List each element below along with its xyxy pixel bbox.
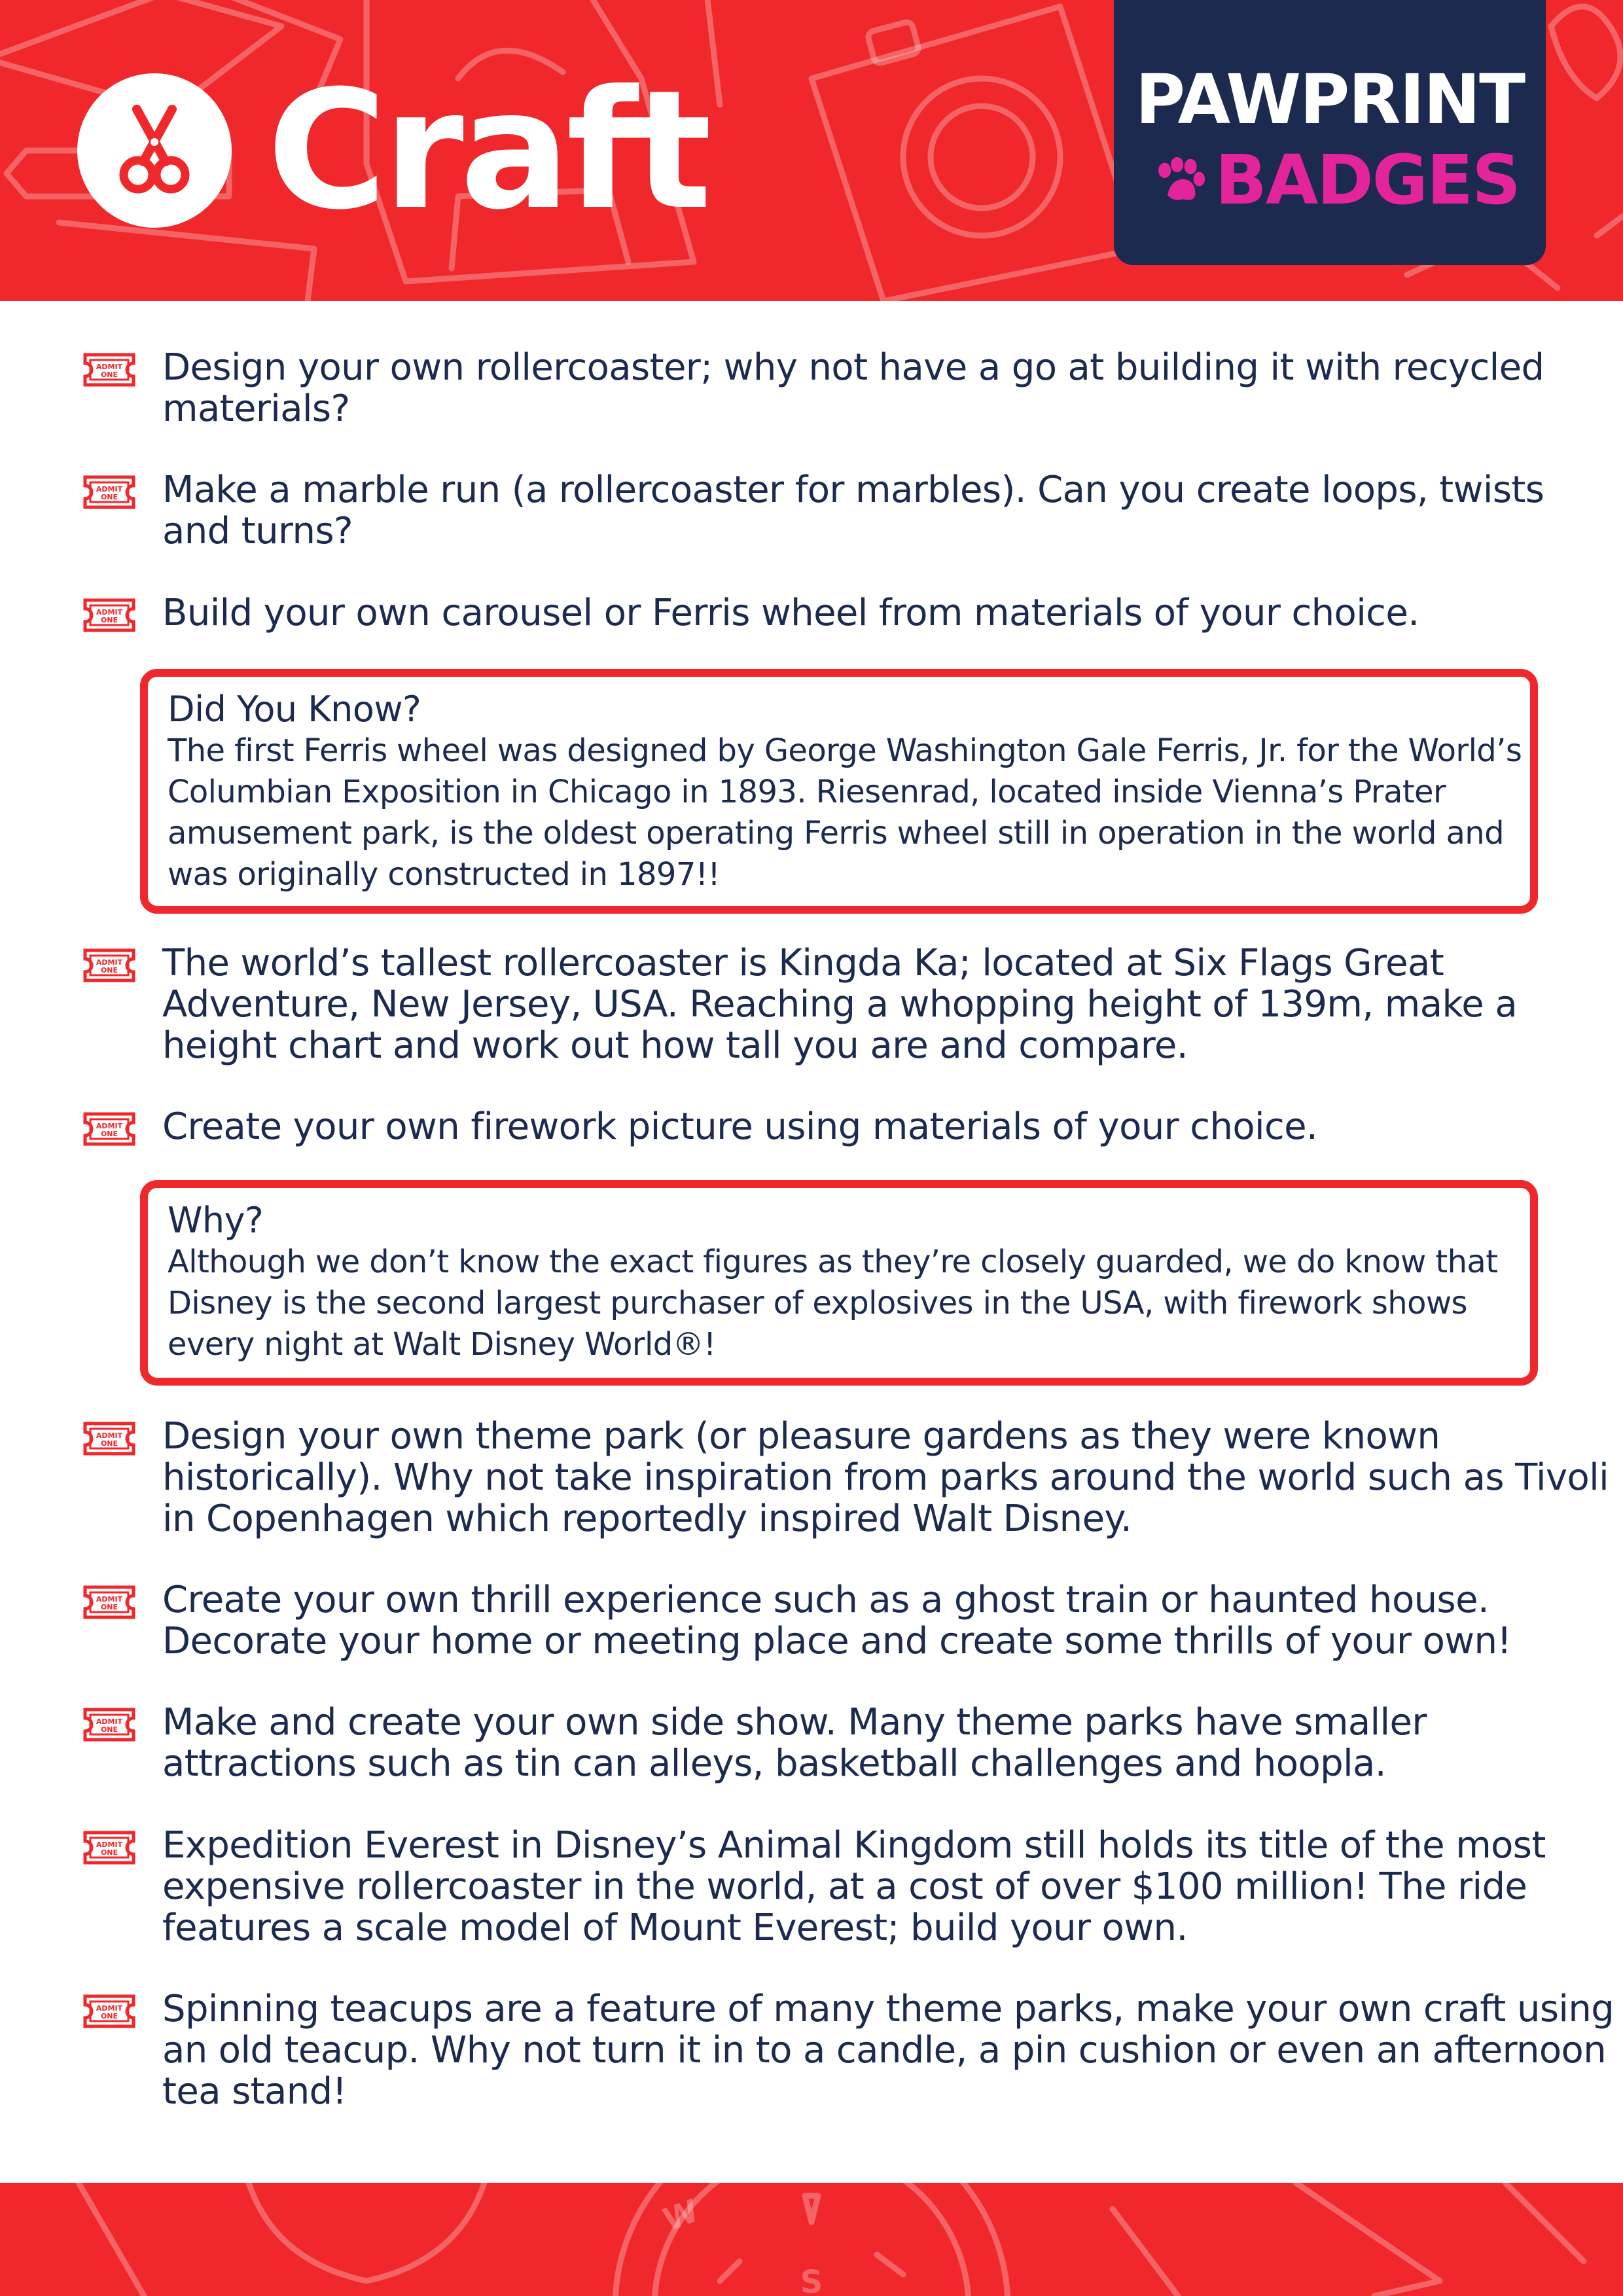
ticket-text-line-1: ADMIT (96, 1840, 123, 1849)
ticket-text-line-2: ONE (100, 2012, 118, 2020)
brand-logo (1114, 0, 1546, 265)
admit-one-ticket-icon (81, 1585, 137, 1620)
list-item (77, 1579, 1556, 1664)
scissors-icon (105, 101, 204, 200)
list-item-text: Create your own thrill experience such as a ghost train or haunted house. Decorate your home or meeting place and create some thrills of your own! (162, 1579, 1512, 1662)
ticket-text-line-1: ADMIT (96, 363, 123, 371)
info-box-title: Why? (168, 1200, 264, 1241)
list-item-text: Expedition Everest in Disney’s Animal Kingdom still holds its title of the most expensive rollercoaster in the world, at a cost of over $100 million! The ride features a scale model of Mount Everest; build your own. (162, 1824, 1546, 1949)
info-box-body: The first Ferris wheel was designed by George Washington Gale Ferris, Jr. for the World’s Columbian Exposition in Chicago in 1893. Riesenrad, located inside Vienna’s Prater amusement park, is the oldest operating Ferris wheel still in operation in the world and was originally constructed in 1897!! (168, 732, 1522, 893)
ticket-text-line-2: ONE (100, 493, 118, 501)
ticket-text-line-1: ADMIT (96, 1431, 123, 1440)
admit-one-ticket-icon (81, 1421, 137, 1456)
ticket-text-line-1: ADMIT (96, 485, 123, 493)
list-item (77, 469, 1556, 554)
list-item-text: Spinning teacups are a feature of many theme parks, make your own craft using an old teacup. Why not turn it in to a candle, a pin cushion or even an afternoon tea stand! (162, 1988, 1614, 2113)
ticket-text-line-1: ADMIT (96, 1595, 123, 1604)
list-item-text: Make and create your own side show. Many theme parks have smaller attractions such as tin can alleys, basketball challenges and hoopla. (162, 1701, 1427, 1785)
why-box (140, 1180, 1538, 1386)
info-box-title: Did You Know? (168, 689, 421, 730)
ticket-text-line-2: ONE (100, 1603, 118, 1611)
ticket-text-line-2: ONE (100, 1130, 118, 1138)
admit-one-ticket-icon (81, 352, 137, 387)
list-item (77, 1106, 1556, 1152)
list-item (77, 592, 1556, 638)
paw-icon (1153, 149, 1206, 211)
ticket-text-line-2: ONE (100, 966, 118, 975)
info-box-body: Although we don’t know the exact figures as they’re closely guarded, we do know that Disney is the second largest purchaser of explosives in the USA, with firework shows every night at Walt Disney World®! (168, 1244, 1498, 1363)
brand-line-1: PAWPRINT (1135, 60, 1525, 139)
ticket-text-line-1: ADMIT (96, 2004, 123, 2013)
list-item-text: Build your own carousel or Ferris wheel from materials of your choice. (162, 592, 1419, 634)
svg-text:S: S (800, 2264, 823, 2296)
title-group (77, 55, 708, 245)
list-item (77, 1702, 1556, 1787)
ticket-text-line-2: ONE (100, 1439, 118, 1448)
svg-text:W: W (658, 2192, 704, 2239)
ticket-text-line-2: ONE (100, 1725, 118, 1734)
ticket-text-line-2: ONE (100, 1848, 118, 1857)
list-item-text: Design your own rollercoaster; why not have a go at building it with recycled materials? (162, 346, 1544, 430)
header-banner (0, 0, 1623, 301)
admit-one-ticket-icon (81, 1111, 137, 1147)
ticket-text-line-1: ADMIT (96, 1122, 123, 1130)
ticket-text-line-1: ADMIT (96, 958, 123, 967)
list-item (77, 1415, 1609, 1547)
ticket-text-line-1: ADMIT (96, 608, 123, 617)
list-item (77, 942, 1556, 1073)
page-title: Craft (267, 55, 708, 245)
list-item (77, 1825, 1556, 1956)
admit-one-ticket-icon (81, 1707, 137, 1742)
brand-line-2: BADGES (1215, 140, 1520, 220)
list-item-text: Make a marble run (a rollercoaster for marbles). Can you create loops, twists and turns? (162, 469, 1544, 552)
did-you-know-box (140, 669, 1538, 914)
admit-one-ticket-icon (81, 475, 137, 510)
footer-banner (0, 2183, 1623, 2296)
list-item (77, 1988, 1614, 2119)
ticket-text-line-2: ONE (100, 616, 118, 624)
list-item-text: Design your own theme park (or pleasure gardens as they were known historically). Why not take inspiration from parks around the world such as Tivoli in Copenhagen which reportedly inspired Walt Disney. (162, 1415, 1609, 1540)
footer-doodle-pattern (0, 2183, 1623, 2296)
list-item-text: Create your own firework picture using materials of your choice. (162, 1105, 1318, 1148)
admit-one-ticket-icon (81, 598, 137, 633)
admit-one-ticket-icon (81, 1830, 137, 1865)
ticket-text-line-1: ADMIT (96, 1717, 123, 1726)
admit-one-ticket-icon (81, 1994, 137, 2029)
admit-one-ticket-icon (81, 948, 137, 983)
list-item (77, 347, 1556, 432)
brand-line-2-group (1153, 141, 1520, 219)
scissors-badge (77, 73, 232, 228)
ticket-text-line-2: ONE (100, 370, 118, 379)
list-item-text: The world’s tallest rollercoaster is Kingda Ka; located at Six Flags Great Adventure, New Jersey, USA. Reaching a whopping height of 139m, make a height chart and work out how tall you are and compare. (162, 942, 1518, 1067)
